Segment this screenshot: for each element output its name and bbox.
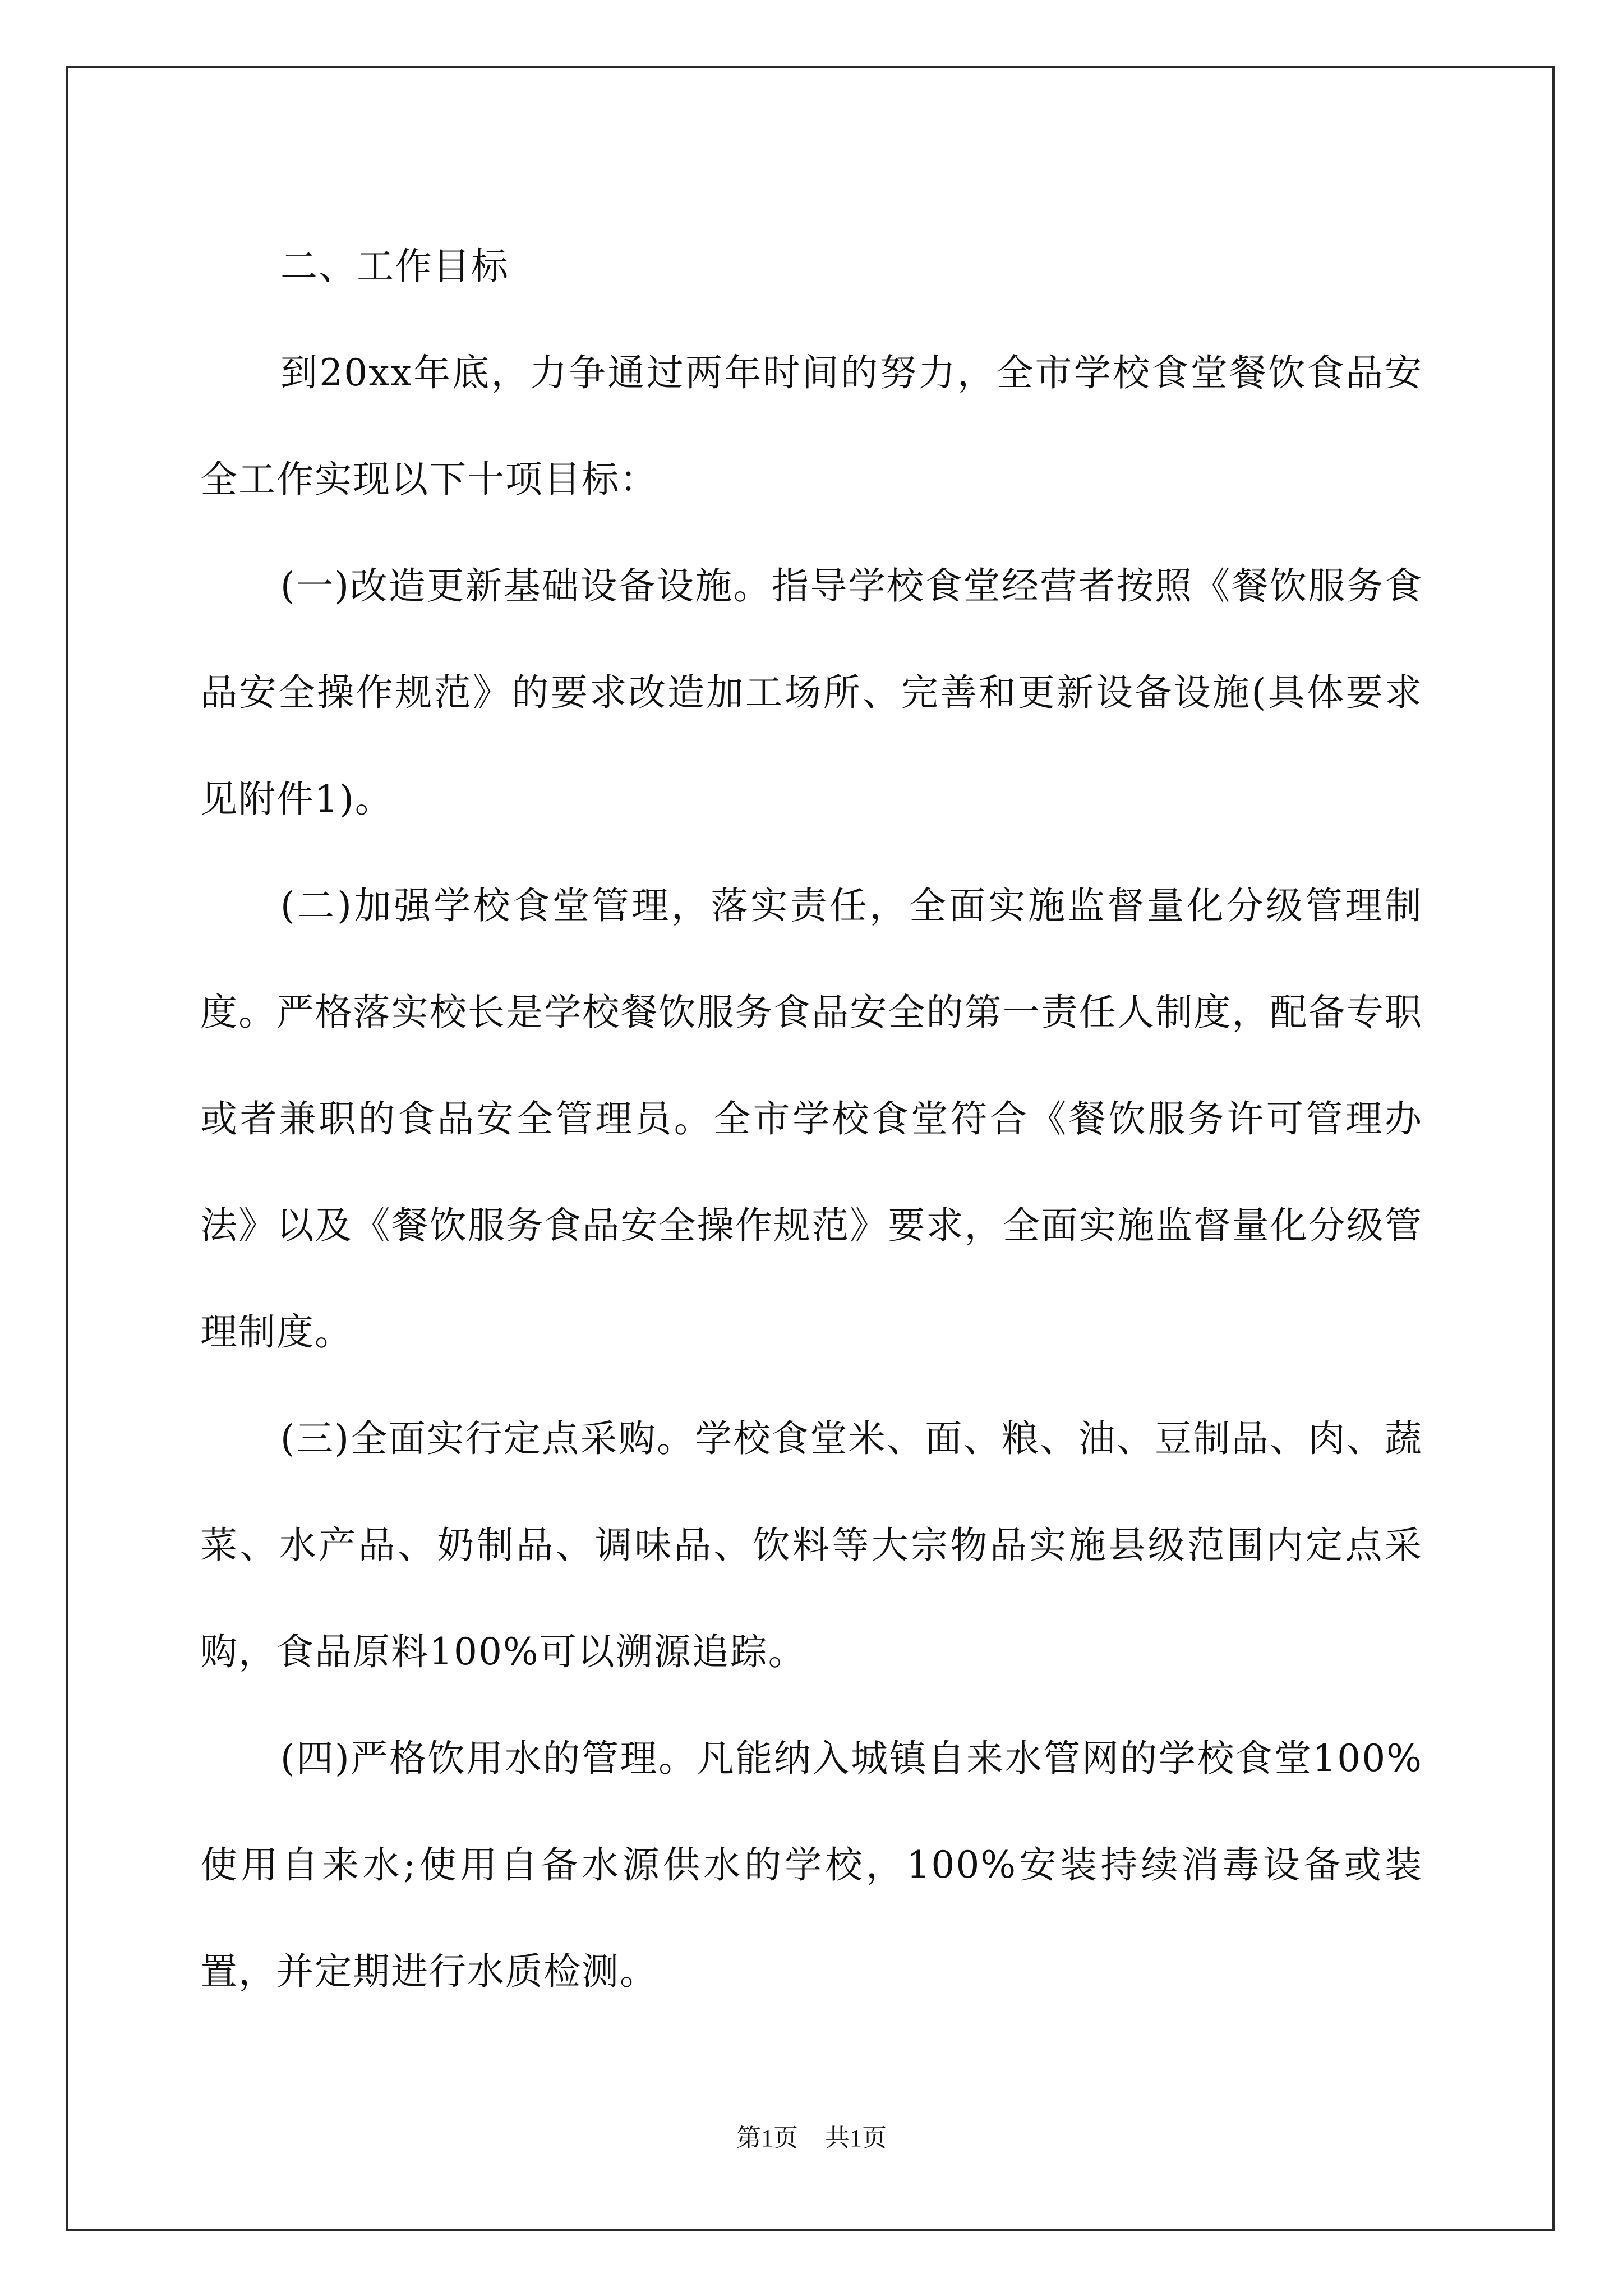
page-footer	[0, 2118, 1623, 2154]
paragraph-item-1: (一)改造更新基础设备设施。指导学校食堂经营者按照《餐饮服务食品安全操作规范》的要求改造加工场所、完善和更新设备设施(具体要求见附件1)。	[200, 564, 1423, 821]
section-heading: 二、工作目标	[280, 245, 509, 288]
document-body	[200, 213, 1423, 2025]
page-number: 第1页	[736, 2124, 798, 2152]
paragraph-intro: 到20xx年底，力争通过两年时间的努力，全市学校食堂餐饮食品安全工作实现以下十项目标：	[200, 351, 1423, 501]
paragraph-item-2: (二)加强学校食堂管理，落实责任，全面实施监督量化分级管理制度。严格落实校长是学校餐饮服务食品安全的第一责任人制度，配备专职或者兼职的食品安全管理员。全市学校食堂符合《餐饮服务许可管理办法》以及《餐饮服务食品安全操作规范》要求，全面实施监督量化分级管理制度。	[200, 884, 1423, 1354]
page-total: 共1页	[825, 2124, 887, 2152]
paragraph-item-3: (三)全面实行定点采购。学校食堂米、面、粮、油、豆制品、肉、蔬菜、水产品、奶制品、调味品、饮料等大宗物品实施县级范围内定点采购，食品原料100%可以溯源追踪。	[200, 1417, 1423, 1673]
paragraph-item-4: (四)严格饮用水的管理。凡能纳入城镇自来水管网的学校食堂100%使用自来水;使用自备水源供水的学校，100%安装持续消毒设备或装置，并定期进行水质检测。	[200, 1737, 1423, 1993]
